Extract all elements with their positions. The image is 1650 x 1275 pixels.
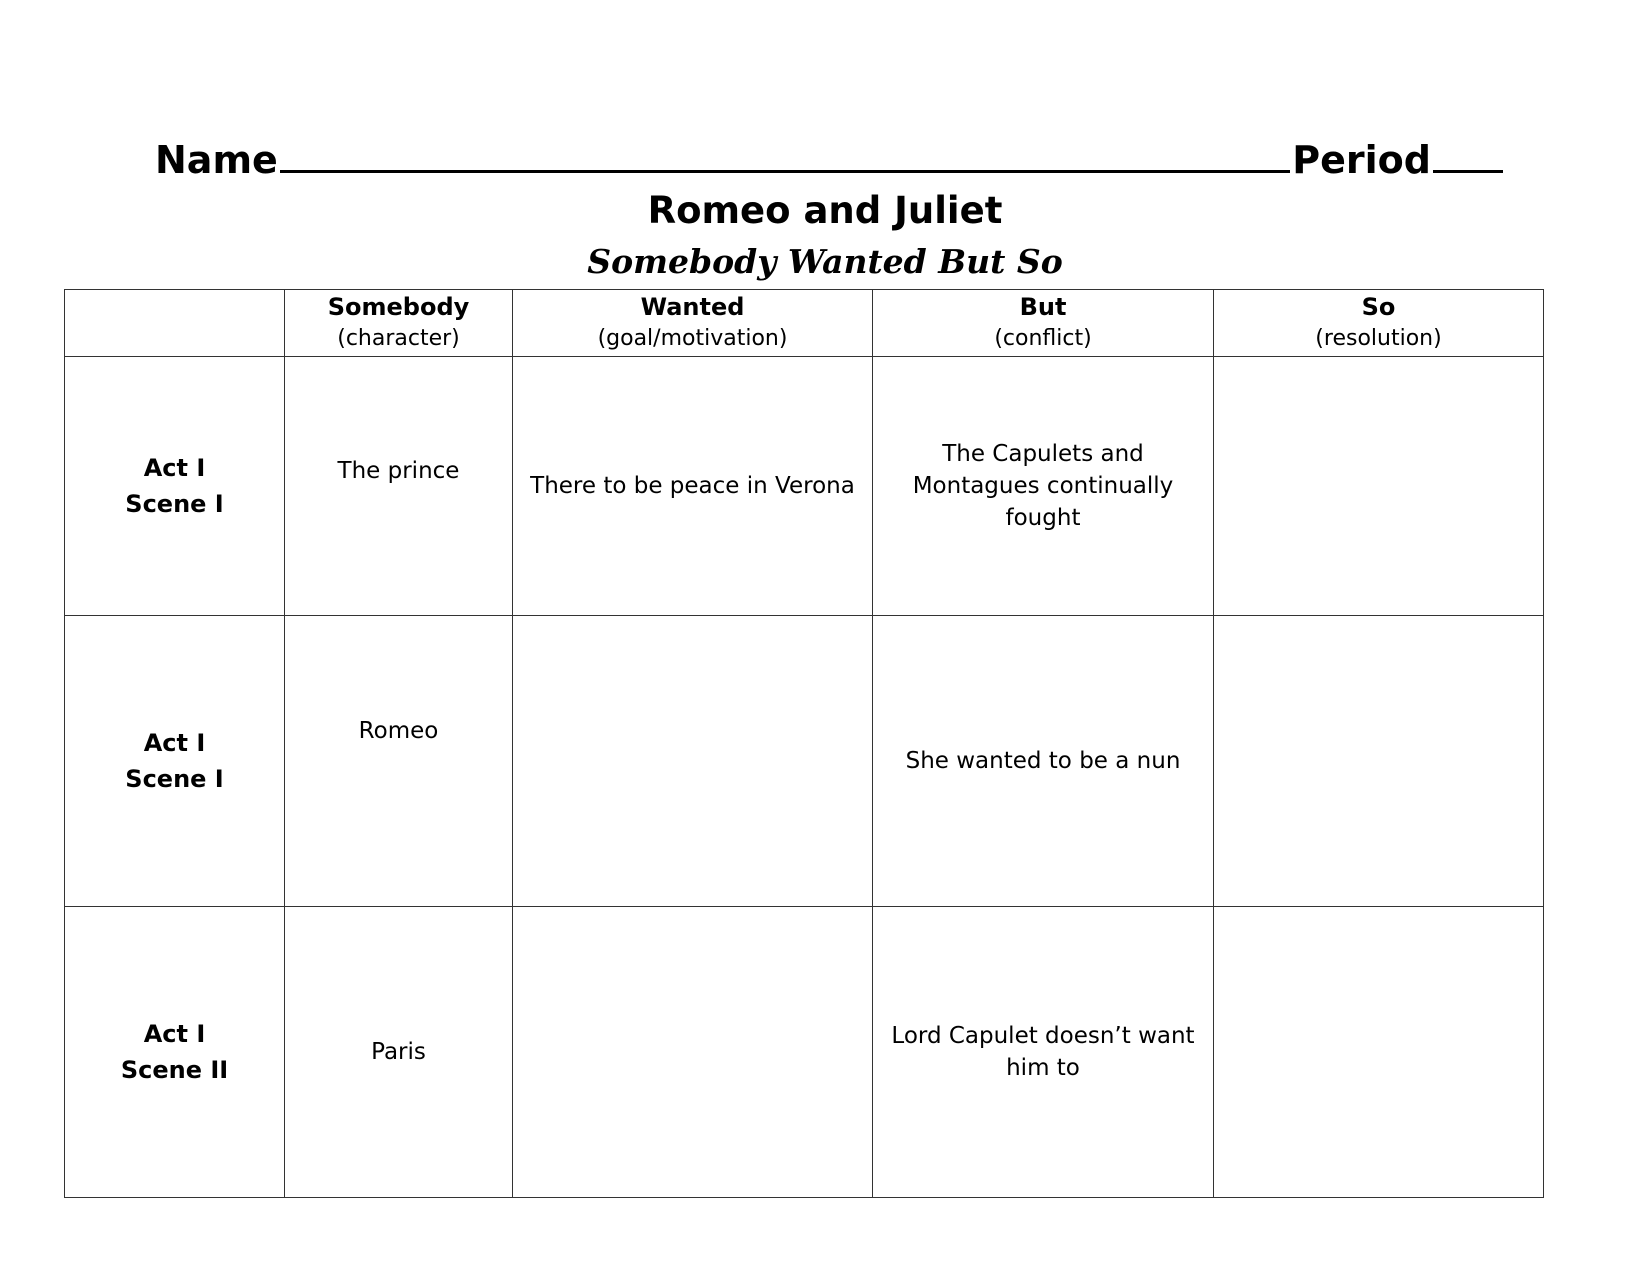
scene-label: Scene II (120, 1056, 229, 1084)
header-but-sublabel: (conflict) (994, 326, 1092, 351)
header-wanted-sublabel: (goal/motivation) (597, 326, 788, 351)
header-so-label: So (1361, 293, 1396, 321)
somebody-text: The prince (337, 458, 460, 484)
somebody-text: Paris (371, 1039, 426, 1065)
header-cell-so (1214, 290, 1544, 357)
scene-label: Scene I (125, 490, 224, 518)
name-period-line (155, 136, 1505, 184)
table-row (65, 616, 1544, 907)
so-cell[interactable] (1214, 907, 1544, 1198)
somebody-cell[interactable] (285, 907, 513, 1198)
but-text: The Capulets and Montagues continually fought (912, 441, 1174, 531)
row-label-cell (65, 357, 285, 616)
header-cell-somebody (285, 290, 513, 357)
wanted-cell[interactable] (513, 357, 873, 616)
table-row (65, 357, 1544, 616)
but-text: She wanted to be a nun (905, 748, 1181, 774)
scene-label: Scene I (125, 765, 224, 793)
act-label: Act I (143, 729, 206, 757)
table-row (65, 907, 1544, 1198)
worksheet-subtitle: Somebody Wanted But So (587, 242, 1063, 281)
but-cell[interactable] (873, 907, 1214, 1198)
worksheet-title: Romeo and Juliet (647, 189, 1003, 232)
but-cell[interactable] (873, 616, 1214, 907)
but-cell[interactable] (873, 357, 1214, 616)
somebody-cell[interactable] (285, 616, 513, 907)
header-cell-empty (65, 290, 285, 357)
row-label-cell (65, 616, 285, 907)
header-wanted-label: Wanted (640, 293, 745, 321)
header-somebody-label: Somebody (327, 293, 470, 321)
header-row (65, 290, 1544, 357)
so-cell[interactable] (1214, 357, 1544, 616)
but-text: Lord Capulet doesn’t want him to (891, 1023, 1195, 1081)
period-label: Period (1292, 138, 1431, 182)
header-cell-but (873, 290, 1214, 357)
somebody-cell[interactable] (285, 357, 513, 616)
act-label: Act I (143, 1020, 206, 1048)
act-label: Act I (143, 454, 206, 482)
header-cell-wanted (513, 290, 873, 357)
name-blank[interactable] (280, 136, 1290, 173)
wanted-cell[interactable] (513, 616, 873, 907)
header-somebody-sublabel: (character) (337, 326, 460, 351)
header-but-label: But (1019, 293, 1067, 321)
so-cell[interactable] (1214, 616, 1544, 907)
header-so-sublabel: (resolution) (1315, 326, 1442, 351)
name-label: Name (155, 138, 278, 182)
period-blank[interactable] (1433, 136, 1503, 173)
swbs-table (64, 289, 1544, 1198)
row-label-cell (65, 907, 285, 1198)
somebody-text: Romeo (358, 718, 439, 744)
wanted-text: There to be peace in Verona (530, 473, 855, 499)
wanted-cell[interactable] (513, 907, 873, 1198)
